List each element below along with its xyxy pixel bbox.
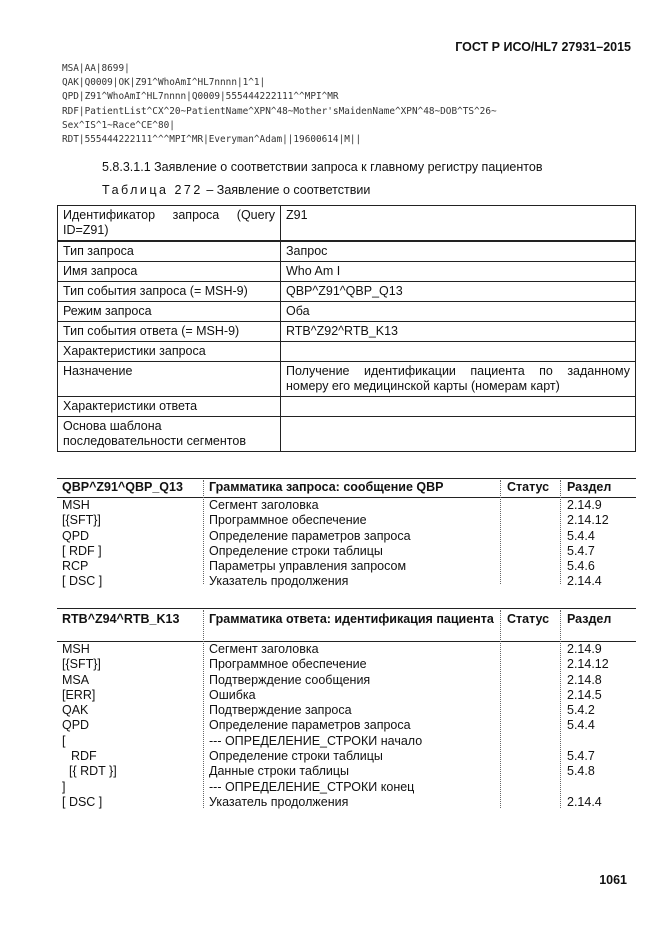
grammar-section: 2.14.5 (567, 687, 602, 702)
grammar-description: Определение параметров запроса (209, 528, 411, 543)
table-cell-label: Основа шаблона последовательности сегментов (58, 417, 281, 452)
table-cell-value: Оба (281, 302, 636, 322)
table-cell-label: Назначение (58, 362, 281, 397)
table-row (58, 282, 636, 302)
table-cell-value: Who Am I (281, 262, 636, 282)
table-cell-value (281, 417, 636, 452)
table-cell-label: Характеристики запроса (58, 342, 281, 362)
grammar-section: 5.4.6 (567, 559, 595, 574)
grammar-row (57, 673, 636, 688)
grammar-section: 5.4.4 (567, 718, 595, 733)
message-line: RDF|PatientList^CX^20~PatientName^XPN^48~Mother'sMaidenName^XPN^48~DOB^TS^26~ (62, 105, 497, 117)
section-heading: 5.8.3.1.1 Заявление о соответствии запроса к главному регистру пациентов (102, 160, 543, 174)
grammar-section: 5.4.2 (567, 703, 595, 718)
grammar-row (57, 795, 636, 810)
grammar-section: 2.14.4 (567, 794, 602, 809)
grammar-row (57, 718, 636, 733)
conformance-table (57, 205, 636, 452)
grammar-description: Определение параметров запроса (209, 718, 411, 733)
grammar-header (57, 478, 636, 498)
response-grammar-table (57, 608, 636, 810)
grammar-header-description: Грамматика запроса: сообщение QBP (209, 480, 444, 494)
grammar-segment: [ DSC ] (62, 794, 103, 809)
grammar-segment: QAK (62, 703, 89, 718)
table-caption (102, 183, 370, 197)
grammar-row (57, 544, 636, 559)
table-cell-value: Запрос (281, 241, 636, 262)
table-cell-label: Тип события запроса (= MSH-9) (58, 282, 281, 302)
message-line: QAK|Q0009|OK|Z91^WhoAmI^HL7nnnn|1^1| (62, 77, 266, 89)
grammar-section: 5.4.7 (567, 749, 595, 764)
grammar-row (57, 703, 636, 718)
grammar-segment: [ (62, 733, 66, 748)
table-cell-label: Имя запроса (58, 262, 281, 282)
grammar-header-status: Статус (507, 480, 550, 494)
grammar-description: Определение строки таблицы (209, 749, 383, 764)
hl7-message-block (62, 62, 637, 147)
grammar-segment: MSA (62, 672, 90, 687)
grammar-segment: [{SFT}] (62, 513, 101, 528)
table-cell-label: Режим запроса (58, 302, 281, 322)
message-line: QPD|Z91^WhoAmI^HL7nnnn|Q0009|555444222111^^MPI^MR (62, 91, 339, 103)
grammar-description: Указатель продолжения (209, 574, 349, 589)
grammar-section: 2.14.12 (567, 513, 609, 528)
grammar-description: Программное обеспечение (209, 513, 367, 528)
grammar-segment: [{ RDT }] (69, 764, 117, 779)
grammar-description: Программное обеспечение (209, 657, 367, 672)
grammar-section: 2.14.12 (567, 657, 609, 672)
grammar-section: 2.14.9 (567, 642, 602, 656)
table-cell-label: Тип запроса (58, 241, 281, 262)
query-grammar-table (57, 478, 636, 590)
grammar-header-description: Грамматика ответа: идентификация пациента (209, 612, 494, 626)
message-line: MSA|AA|8699| (62, 63, 130, 74)
grammar-row (57, 642, 636, 657)
table-cell-value (281, 342, 636, 362)
grammar-row (57, 657, 636, 672)
grammar-segment: QPD (62, 528, 90, 543)
grammar-description: --- ОПРЕДЕЛЕНИЕ_СТРОКИ начало (209, 733, 423, 748)
document-header: ГОСТ Р ИСО/HL7 27931–2015 (455, 40, 631, 54)
grammar-description: Сегмент заголовка (209, 498, 319, 512)
grammar-segment: [ERR] (62, 687, 96, 702)
grammar-description: Определение строки таблицы (209, 543, 383, 558)
message-line: RDT|555444222111^^^MPI^MR|Everyman^Adam||19600614|M|| (62, 134, 362, 146)
table-row (58, 241, 636, 262)
grammar-header-section: Раздел (567, 612, 612, 626)
table-row (58, 206, 636, 242)
table-row (58, 417, 636, 452)
grammar-header-section: Раздел (567, 480, 612, 494)
grammar-row (57, 574, 636, 589)
grammar-header-segment: RTB^Z94^RTB_K13 (62, 612, 180, 626)
table-cell-value (281, 397, 636, 417)
table-cell-label: Характеристики ответа (58, 397, 281, 417)
grammar-row (57, 498, 636, 513)
grammar-section: 5.4.7 (567, 543, 595, 558)
grammar-description: Сегмент заголовка (209, 642, 319, 656)
grammar-row (57, 780, 636, 795)
grammar-segment: [ RDF ] (62, 543, 102, 558)
grammar-description: Ошибка (209, 687, 256, 702)
grammar-description: Подтверждение запроса (209, 703, 352, 718)
grammar-header (57, 608, 636, 642)
table-caption-dash: – (206, 183, 214, 197)
grammar-section: 5.4.4 (567, 528, 595, 543)
grammar-header-segment: QBP^Z91^QBP_Q13 (62, 480, 183, 494)
table-cell-label: Тип события ответа (= MSH-9) (58, 322, 281, 342)
grammar-section: 5.4.8 (567, 764, 595, 779)
table-cell-value: Получение идентификации пациента по заданному номеру его медицинской карты (номерам карт) (281, 362, 636, 397)
table-row (58, 362, 636, 397)
grammar-segment: MSH (62, 498, 90, 512)
grammar-row (57, 688, 636, 703)
grammar-segment: RCP (62, 559, 89, 574)
table-cell-value: RTB^Z92^RTB_K13 (281, 322, 636, 342)
grammar-description: Указатель продолжения (209, 794, 349, 809)
table-cell-label: Идентификатор запроса (Query ID=Z91) (58, 206, 281, 242)
table-row (58, 342, 636, 362)
table-row (58, 397, 636, 417)
table-row (58, 302, 636, 322)
table-row (58, 262, 636, 282)
grammar-row (57, 734, 636, 749)
page-number: 1061 (599, 873, 627, 887)
grammar-section: 2.14.4 (567, 574, 602, 589)
grammar-segment: MSH (62, 642, 90, 656)
grammar-row (57, 764, 636, 779)
grammar-description: --- ОПРЕДЕЛЕНИЕ_СТРОКИ конец (209, 779, 415, 794)
table-cell-value: QBP^Z91^QBP_Q13 (281, 282, 636, 302)
table-row (58, 322, 636, 342)
grammar-row (57, 513, 636, 528)
grammar-segment: ] (62, 779, 66, 794)
table-caption-title: Заявление о соответствии (216, 183, 371, 197)
message-line: Sex^IS^1~Race^CE^80| (62, 119, 175, 131)
grammar-description: Параметры управления запросом (209, 559, 407, 574)
grammar-segment: RDF (71, 749, 97, 764)
grammar-segment: QPD (62, 718, 90, 733)
grammar-header-status: Статус (507, 612, 550, 626)
grammar-row (57, 529, 636, 544)
table-caption-label: Таблица 272 (102, 183, 203, 197)
grammar-segment: [ DSC ] (62, 574, 103, 589)
grammar-section: 2.14.8 (567, 672, 602, 687)
grammar-row (57, 749, 636, 764)
grammar-row (57, 559, 636, 574)
grammar-description: Данные строки таблицы (209, 764, 349, 779)
grammar-segment: [{SFT}] (62, 657, 101, 672)
table-cell-value: Z91 (281, 206, 636, 242)
grammar-description: Подтверждение сообщения (209, 672, 371, 687)
grammar-section: 2.14.9 (567, 498, 602, 512)
